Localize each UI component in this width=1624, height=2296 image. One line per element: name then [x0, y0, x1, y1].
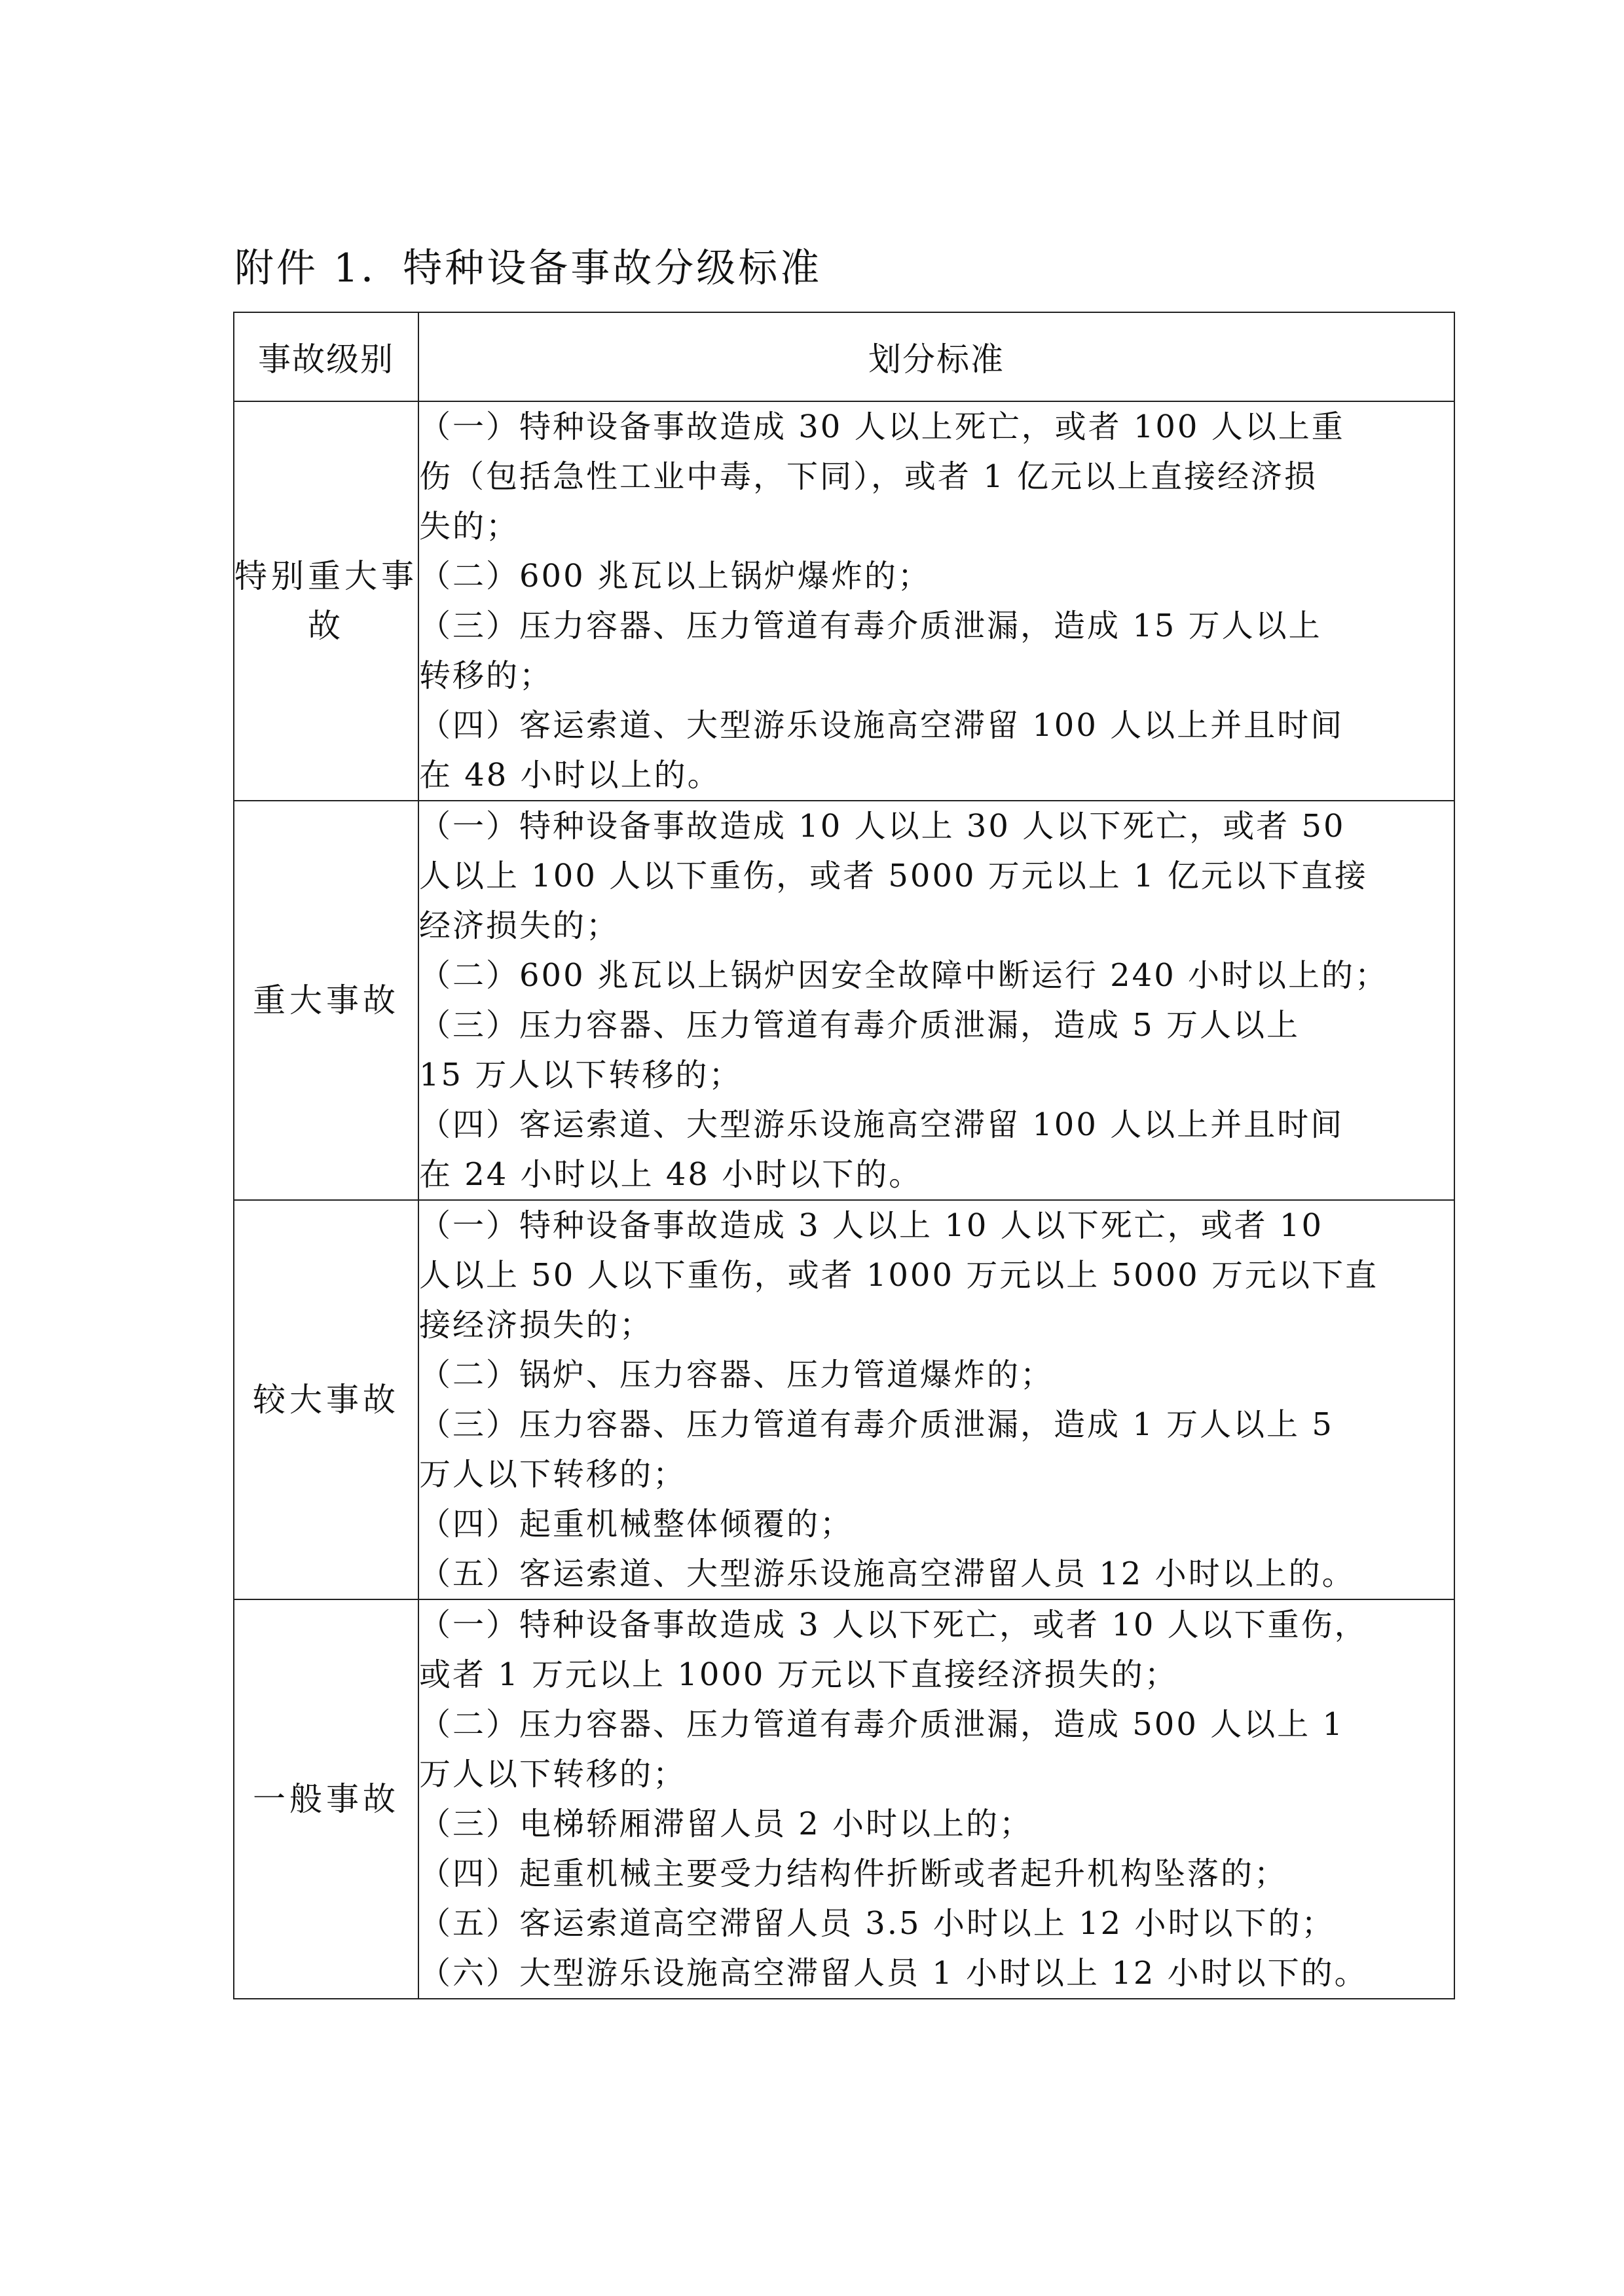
- criteria-line: 或者 1 万元以上 1000 万元以下直接经济损失的；: [419, 1656, 1178, 1693]
- criteria-line: （三）压力容器、压力管道有毒介质泄漏，造成 15 万人以上: [419, 608, 1322, 644]
- criteria-line: 人以上 100 人以下重伤，或者 5000 万元以上 1 亿元以下直接: [419, 858, 1368, 894]
- document-title: 附件 1．特种设备事故分级标准: [234, 246, 822, 291]
- criteria-line: （三）压力容器、压力管道有毒介质泄漏，造成 5 万人以上: [419, 1007, 1301, 1044]
- criteria-line: （二）600 兆瓦以上锅炉因安全故障中断运行 240 小时以上的；: [419, 957, 1389, 994]
- header-level: 事故级别: [234, 312, 418, 401]
- table-row: [234, 1200, 1454, 1599]
- level-cell: 一般事故: [234, 1599, 418, 1999]
- criteria-line: （一）特种设备事故造成 10 人以上 30 人以下死亡，或者 50: [419, 808, 1346, 845]
- level-cell: 特别重大事故: [234, 401, 418, 801]
- criteria-line: 在 24 小时以上 48 小时以下的。: [419, 1156, 923, 1193]
- criteria-cell: [418, 801, 1454, 1200]
- table-row: [234, 401, 1454, 801]
- criteria-line: 15 万人以下转移的；: [419, 1057, 743, 1093]
- criteria-line: （三）压力容器、压力管道有毒介质泄漏，造成 1 万人以上 5: [419, 1406, 1334, 1443]
- criteria-line: （一）特种设备事故造成 3 人以上 10 人以下死亡，或者 10: [419, 1207, 1323, 1244]
- level-cell: 较大事故: [234, 1200, 418, 1599]
- criteria-line: （四）客运索道、大型游乐设施高空滞留 100 人以上并且时间: [419, 707, 1344, 744]
- criteria-cell: [418, 1200, 1454, 1599]
- criteria-line: （四）起重机械主要受力结构件折断或者起升机构坠落的；: [419, 1855, 1288, 1892]
- criteria-line: （二）600 兆瓦以上锅炉爆炸的；: [419, 558, 931, 594]
- criteria-line: （五）客运索道、大型游乐设施高空滞留人员 12 小时以上的。: [419, 1556, 1356, 1592]
- criteria-line: （四）起重机械整体倾覆的；: [419, 1506, 854, 1542]
- criteria-line: （六）大型游乐设施高空滞留人员 1 小时以上 12 小时以下的。: [419, 1955, 1368, 1992]
- criteria-line: 万人以下转移的；: [419, 1456, 687, 1493]
- criteria-line: （一）特种设备事故造成 3 人以下死亡，或者 10 人以下重伤，: [419, 1607, 1368, 1643]
- table-row: [234, 801, 1454, 1200]
- criteria-line: （二）压力容器、压力管道有毒介质泄漏，造成 500 人以上 1: [419, 1706, 1344, 1743]
- criteria-line: （五）客运索道高空滞留人员 3.5 小时以上 12 小时以下的；: [419, 1905, 1335, 1942]
- criteria-line: （四）客运索道、大型游乐设施高空滞留 100 人以上并且时间: [419, 1106, 1344, 1143]
- criteria-cell: [418, 1599, 1454, 1999]
- criteria-line: 人以上 50 人以下重伤，或者 1000 万元以上 5000 万元以下直: [419, 1257, 1378, 1294]
- level-cell: 重大事故: [234, 801, 418, 1200]
- criteria-line: 经济损失的；: [419, 907, 620, 944]
- criteria-line: （三）电梯轿厢滞留人员 2 小时以上的；: [419, 1806, 1033, 1842]
- criteria-line: 万人以下转移的；: [419, 1756, 687, 1793]
- criteria-line: （二）锅炉、压力容器、压力管道爆炸的；: [419, 1357, 1054, 1393]
- criteria-line: 失的；: [419, 508, 520, 545]
- header-criteria: 划分标准: [418, 312, 1454, 401]
- accident-grading-table: [233, 312, 1455, 1999]
- table-header-row: [234, 312, 1454, 401]
- criteria-cell: [418, 401, 1454, 801]
- criteria-line: 在 48 小时以上的。: [419, 757, 721, 793]
- table-row: [234, 1599, 1454, 1999]
- criteria-line: 转移的；: [419, 657, 553, 694]
- criteria-line: 伤（包括急性工业中毒，下同），或者 1 亿元以上直接经济损: [419, 458, 1318, 495]
- criteria-line: 接经济损失的；: [419, 1307, 654, 1343]
- criteria-line: （一）特种设备事故造成 30 人以上死亡，或者 100 人以上重: [419, 409, 1345, 445]
